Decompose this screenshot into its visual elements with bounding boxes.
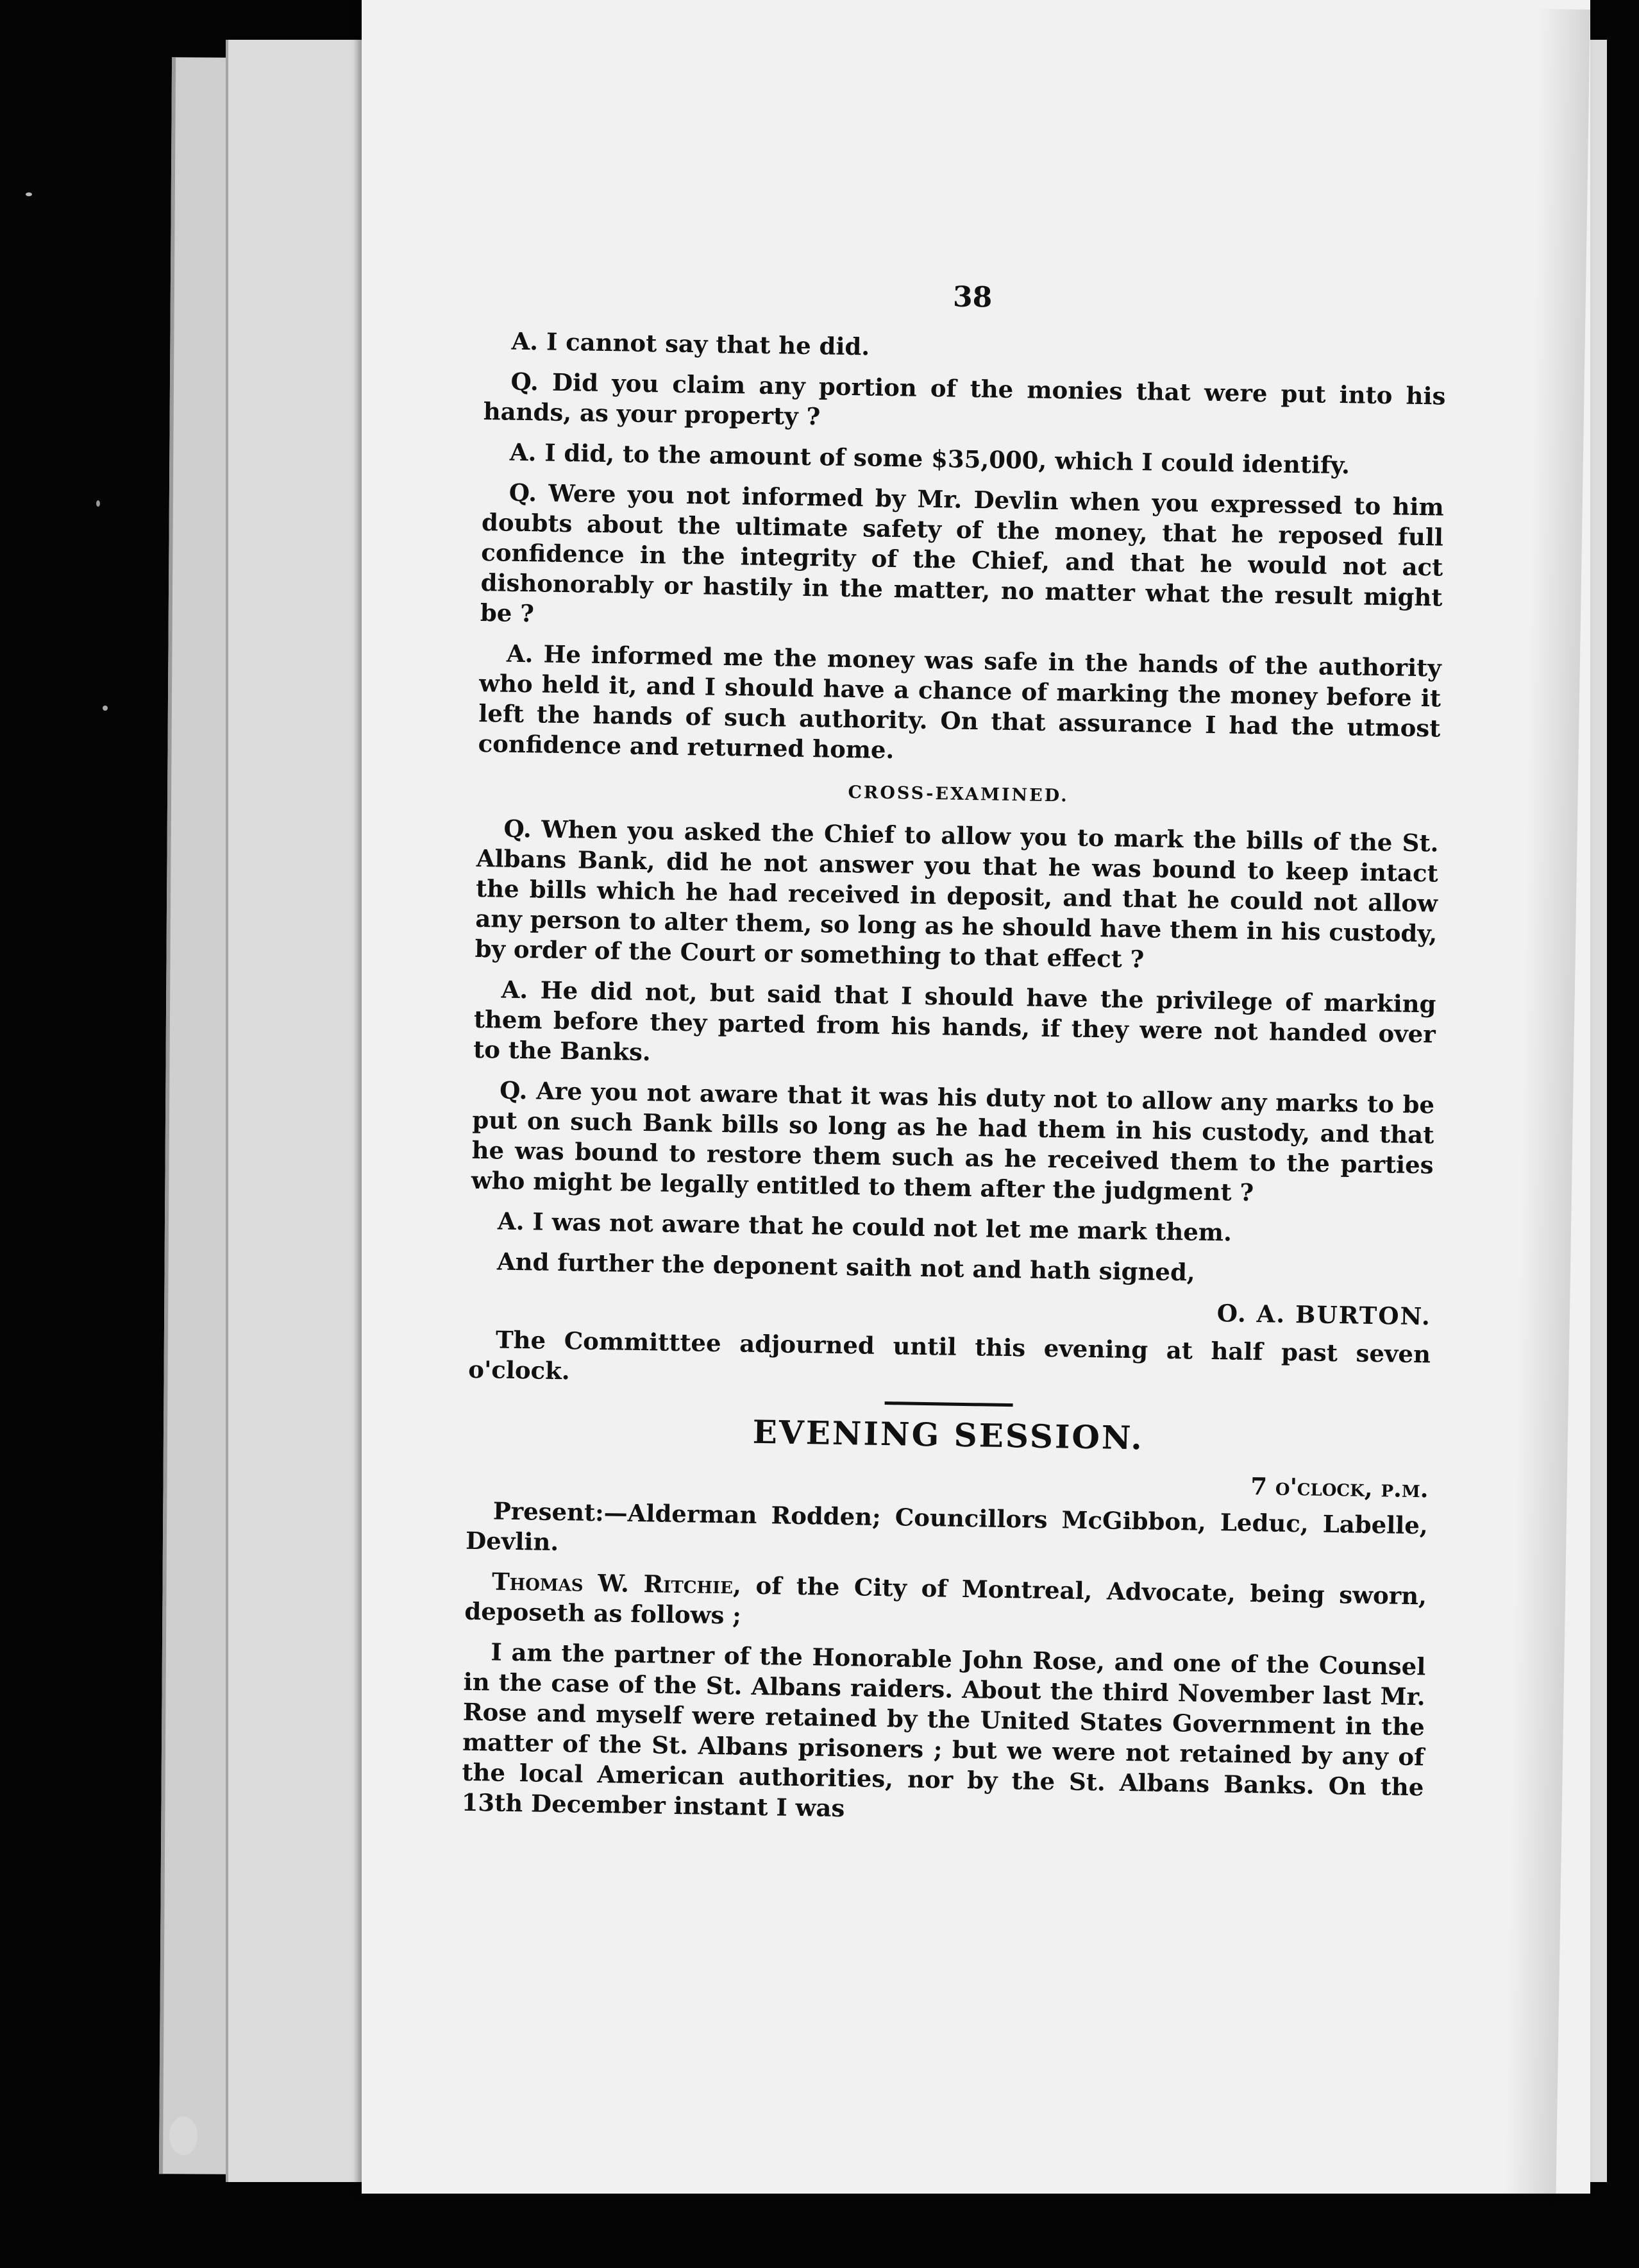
- paragraph-4: Q. Were you not informed by Mr. Devlin when you expressed to him doubts about the ultimate safety of the money, that he reposed full confidence in the integrity of the Chief, and that he would not act dishonorably or hastily in the matter, no matter what the result might be ?: [480, 478, 1445, 628]
- paragraph-3: A. I did, to the amount of some $35,000, which I could identify.: [509, 437, 1350, 480]
- page-body: [461, 326, 1447, 1843]
- section-divider: [885, 1401, 1013, 1407]
- dust-mark-3: [26, 192, 32, 196]
- signature: O. A. BURTON.: [1216, 1299, 1432, 1331]
- page-edge-shadow: [1504, 9, 1590, 2203]
- cross-paragraph-1: Q. When you asked the Chief to allow you to mark the bills of the St. Albans Bank, did he not answer you that he was bound to keep intact the bills which he had received in deposit, and that he could not allow any person to alter them, so long as he should have them in his custody, by order of the Court or something to that effect ?: [475, 814, 1439, 974]
- session-time: 7 o'clock, p.m.: [1250, 1472, 1429, 1503]
- paper-speck: [169, 2117, 198, 2155]
- present-list: Present:—Alderman Rodden; Councillors McGibbon, Leduc, Labelle, Devlin.: [465, 1496, 1429, 1557]
- cross-paragraph-5: And further the deponent saith not and hath signed,: [496, 1247, 1196, 1287]
- deponent-intro-text: , of the City of Montreal, Advocate, being sworn, deposeth as follows ;: [464, 1571, 1427, 1630]
- dust-mark: [103, 706, 108, 711]
- paragraph-2: Q. Did you claim any portion of the monies that were put into his hands, as your property ?: [483, 367, 1446, 431]
- cross-examined-heading: CROSS-EXAMINED.: [848, 783, 1069, 806]
- evening-session-title: EVENING SESSION.: [752, 1412, 1145, 1457]
- cross-paragraph-4: A. I was not aware that he could not let me mark them.: [497, 1206, 1232, 1247]
- deponent-name: Thomas W. Ritchie: [491, 1567, 734, 1600]
- paragraph-5: A. He informed me the money was safe in the hands of the authority who held it, and I should have a chance of marking the money before it left the hands of such authority. On that assurance I had the utmost confidence and returned home.: [478, 639, 1442, 765]
- document-page: [362, 0, 1590, 2194]
- paragraph-1: A. I cannot say that he did.: [511, 326, 870, 361]
- cross-paragraph-3: Q. Are you not aware that it was his duty not to allow any marks to be put on such Bank bills so long as he had them in his custody, and that he was bound to restore them such as he received them to the parties who might be legally entitled to them after the judgment ?: [471, 1076, 1435, 1207]
- cross-paragraph-2: A. He did not, but said that I should have the privilege of marking them before they parted from his hands, if they were not handed over to the Banks.: [473, 975, 1436, 1067]
- testimony-paragraph: I am the partner of the Honorable John Rose, and one of the Counsel in the case of the St. Albans raiders. About the third November last Mr. Rose and myself were retained by the United States Government in the matter of the St. Albans prisoners ; but we were not retained by any of the local American authorities, nor by the St. Albans Banks. On the 13th December instant I was: [461, 1638, 1426, 1823]
- page-content: [327, 0, 1590, 2203]
- page-number: 38: [952, 280, 993, 314]
- dust-mark-2: [96, 500, 100, 507]
- adjournment: The Committtee adjourned until this evening at half past seven o'clock.: [468, 1325, 1431, 1385]
- deponent-intro: [464, 1566, 1427, 1642]
